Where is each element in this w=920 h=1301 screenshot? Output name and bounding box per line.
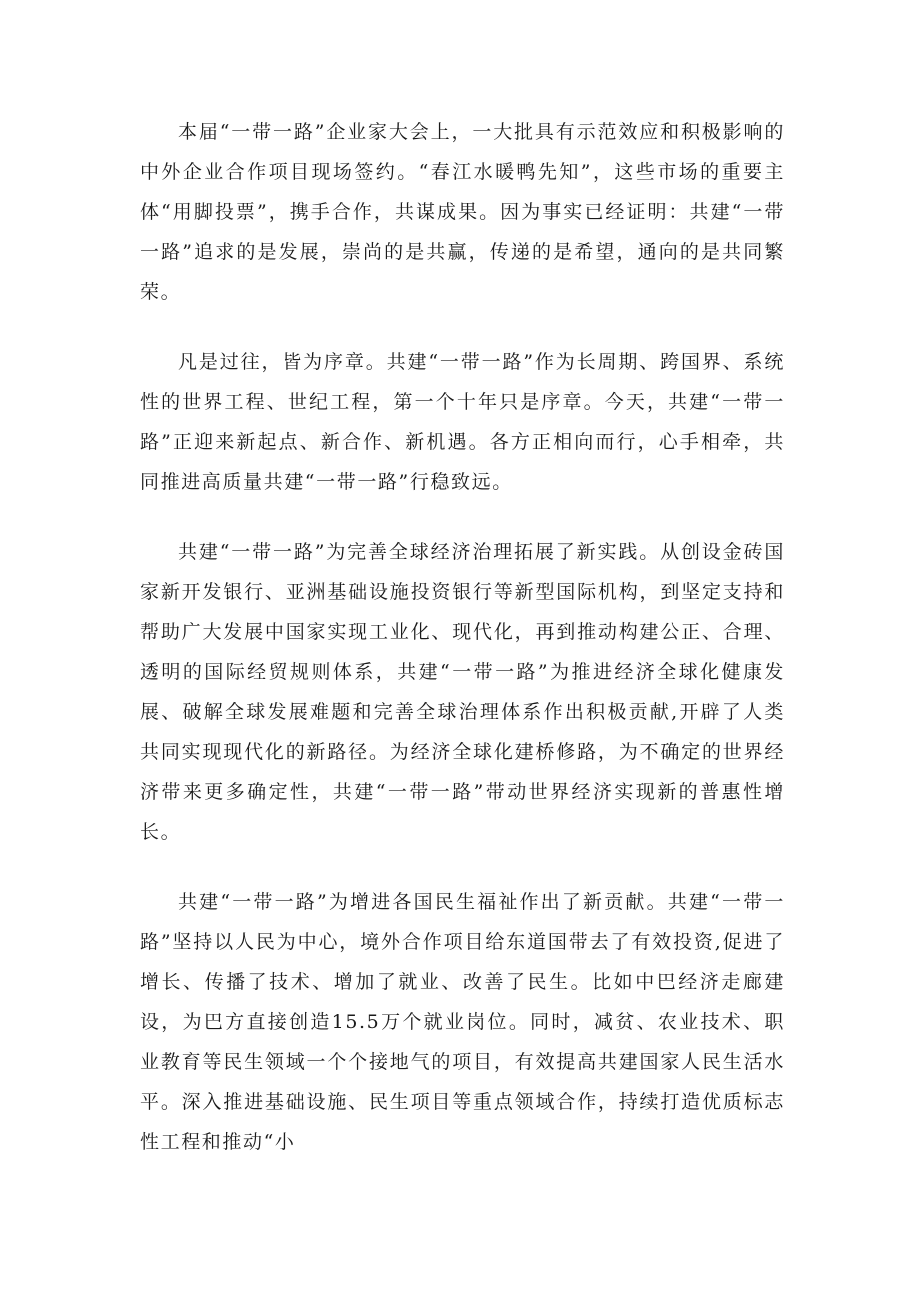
- paragraph-1: 本届“一带一路”企业家大会上，一大批具有示范效应和积极影响的中外企业合作项目现场签约。“春江水暖鸭先知”，这些市场的重要主体“用脚投票”，携手合作，共谋成果。因为事实已经证明：共建“一带一路”追求的是发展，崇尚的是共赢，传递的是希望，通向的是共同繁荣。: [140, 121, 785, 303]
- paragraph-2: 凡是过往，皆为序章。共建“一带一路”作为长周期、跨国界、系统性的世界工程、世纪工程，第一个十年只是序章。今天，共建“一带一路”正迎来新起点、新合作、新机遇。各方正相向而行，心手相牵，共同推进高质量共建“一带一路”行稳致远。: [140, 351, 785, 493]
- paragraph-4: 共建“一带一路”为增进各国民生福祉作出了新贡献。共建“一带一路”坚持以人民为中心，境外合作项目给东道国带去了有效投资,促进了增长、传播了技术、增加了就业、改善了民生。比如中巴经济走廊建设，为巴方直接创造15.5万个就业岗位。同时，减贫、农业技术、职业教育等民生领域一个个接地气的项目，有效提高共建国家人民生活水平。深入推进基础设施、民生项目等重点领域合作，持续打造优质标志性工程和推动“小: [140, 891, 785, 1153]
- paragraph-3: 共建“一带一路”为完善全球经济治理拓展了新实践。从创设金砖国家新开发银行、亚洲基础设施投资银行等新型国际机构，到坚定支持和帮助广大发展中国家实现工业化、现代化，再到推动构建公正、合理、透明的国际经贸规则体系，共建“一带一路”为推进经济全球化健康发展、破解全球发展难题和完善全球治理体系作出积极贡献,开辟了人类共同实现现代化的新路径。为经济全球化建桥修路，为不确定的世界经济带来更多确定性，共建“一带一路”带动世界经济实现新的普惠性增长。: [140, 541, 785, 843]
- document-body: [140, 112, 785, 1192]
